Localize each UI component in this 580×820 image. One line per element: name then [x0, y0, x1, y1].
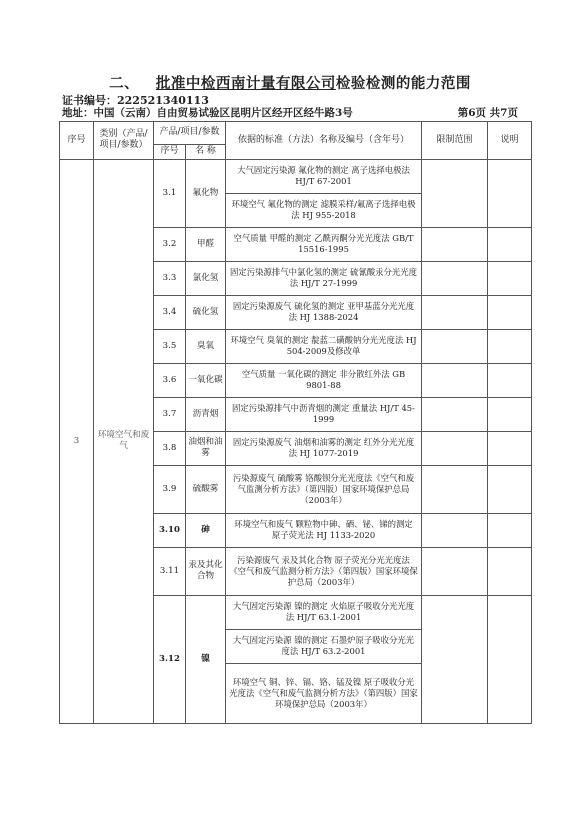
row-note	[488, 261, 532, 295]
row-note	[488, 547, 532, 595]
row-limit	[422, 261, 488, 295]
row-limit	[422, 295, 488, 329]
header-limit: 限制范围	[422, 122, 488, 160]
capability-table	[59, 121, 532, 724]
row-standard: 环境空气 铜、锌、镉、铬、锰及镍 原子吸收分光光度法《空气和废气监测分析方法》（第四版）国家环境保护总局（2003年）	[226, 663, 422, 723]
row-limit	[422, 227, 488, 261]
row-name: 氟化物	[186, 159, 226, 227]
row-id: 3.7	[154, 397, 186, 431]
row-standard: 环境空气和废气 颗粒物中砷、硒、铋、锑的测定 原子荧光法 HJ 1133-2020	[226, 513, 422, 547]
row-name: 砷	[186, 513, 226, 547]
row-limit	[422, 159, 488, 227]
row-name: 硫化氢	[186, 295, 226, 329]
table-row	[60, 159, 532, 193]
row-limit	[422, 431, 488, 465]
row-standard: 固定污染源废气 油烟和油雾的测定 红外分光光度法 HJ 1077-2019	[226, 431, 422, 465]
title-prefix: 二、	[109, 75, 140, 92]
header-category: 类别（产品/项目/参数）	[94, 122, 154, 160]
row-id: 3.9	[154, 465, 186, 513]
certificate-number: 证书编号：222521340113	[62, 94, 209, 107]
row-limit	[422, 513, 488, 547]
row-note	[488, 329, 532, 363]
row-limit	[422, 329, 488, 363]
row-note	[488, 431, 532, 465]
row-name: 汞及其化合物	[186, 547, 226, 595]
row-name: 沥青烟	[186, 397, 226, 431]
row-standard: 污染源废气 硫酸雾 铬酸钡分光光度法《空气和废气监测分析方法》（第四版）国家环境保护总局（2003年）	[226, 465, 422, 513]
group-category: 环境空气和废气	[94, 159, 154, 723]
row-limit	[422, 595, 488, 723]
row-standard: 固定污染源排气中沥青烟的测定 重量法 HJ/T 45-1999	[226, 397, 422, 431]
row-name: 甲醛	[186, 227, 226, 261]
row-name: 硫酸雾	[186, 465, 226, 513]
address: 地址：中国（云南）自由贸易试验区昆明片区经开区经牛路3号	[62, 107, 353, 119]
row-id: 3.10	[154, 513, 186, 547]
row-note	[488, 513, 532, 547]
page-info: 第6页 共7页	[457, 107, 518, 119]
row-name: 臭氧	[186, 329, 226, 363]
row-id: 3.8	[154, 431, 186, 465]
row-standard: 环境空气 氟化物的测定 滤膜采样/氟离子选择电极法 HJ 955-2018	[226, 193, 422, 227]
row-note	[488, 595, 532, 723]
row-note	[488, 295, 532, 329]
group-seq: 3	[60, 159, 94, 723]
header-name: 名 称	[186, 145, 226, 160]
row-standard: 空气质量 一氧化碳的测定 非分散红外法 GB 9801-88	[226, 363, 422, 397]
header-standard: 依据的标准（方法）名称及编号（含年号）	[226, 122, 422, 160]
row-id: 3.11	[154, 547, 186, 595]
document-title	[0, 72, 580, 93]
row-id: 3.6	[154, 363, 186, 397]
row-standard: 环境空气 臭氧的测定 靛蓝二磺酸钠分光光度法 HJ 504-2009及修改单	[226, 329, 422, 363]
row-standard: 大气固定污染源 镍的测定 火焰原子吸收分光光度法 HJ/T 63.1-2001	[226, 595, 422, 629]
row-id: 3.3	[154, 261, 186, 295]
row-limit	[422, 465, 488, 513]
row-limit	[422, 397, 488, 431]
row-note	[488, 159, 532, 227]
header-product-group: 产品/项目/参数	[154, 122, 226, 145]
row-name: 氯化氢	[186, 261, 226, 295]
row-standard: 污染源废气 汞及其化合物 原子荧光分光光度法《空气和废气监测分析方法》（第四版）国家环境保护总局（2003年）	[226, 547, 422, 595]
row-name: 镍	[186, 595, 226, 723]
row-note	[488, 363, 532, 397]
row-standard: 固定污染源排气中氯化氢的测定 硫氰酸汞分光光度法 HJ/T 27-1999	[226, 261, 422, 295]
row-name: 一氧化碳	[186, 363, 226, 397]
row-standard: 固定污染源废气 硫化氢的测定 亚甲基蓝分光光度法 HJ 1388-2024	[226, 295, 422, 329]
row-note	[488, 227, 532, 261]
header-sub-seq: 序号	[154, 145, 186, 160]
title-suffix: 检验检测的能力范围	[335, 75, 471, 92]
row-standard: 大气固定污染源 镍的测定 石墨炉原子吸收分光光度法 HJ/T 63.2-2001	[226, 629, 422, 663]
row-id: 3.1	[154, 159, 186, 227]
header-seq: 序号	[60, 122, 94, 160]
row-limit	[422, 547, 488, 595]
row-standard: 大气固定污染源 氟化物的测定 离子选择电极法 HJ/T 67-2001	[226, 159, 422, 193]
row-standard: 空气质量 甲醛的测定 乙酰丙酮分光光度法 GB/T 15516-1995	[226, 227, 422, 261]
row-note	[488, 465, 532, 513]
row-note	[488, 397, 532, 431]
row-name: 油烟和油雾	[186, 431, 226, 465]
header-note: 说明	[488, 122, 532, 160]
row-id: 3.2	[154, 227, 186, 261]
row-id: 3.4	[154, 295, 186, 329]
row-id: 3.5	[154, 329, 186, 363]
row-limit	[422, 363, 488, 397]
row-id: 3.12	[154, 595, 186, 723]
title-org: 批准中检西南计量有限公司	[155, 75, 336, 92]
